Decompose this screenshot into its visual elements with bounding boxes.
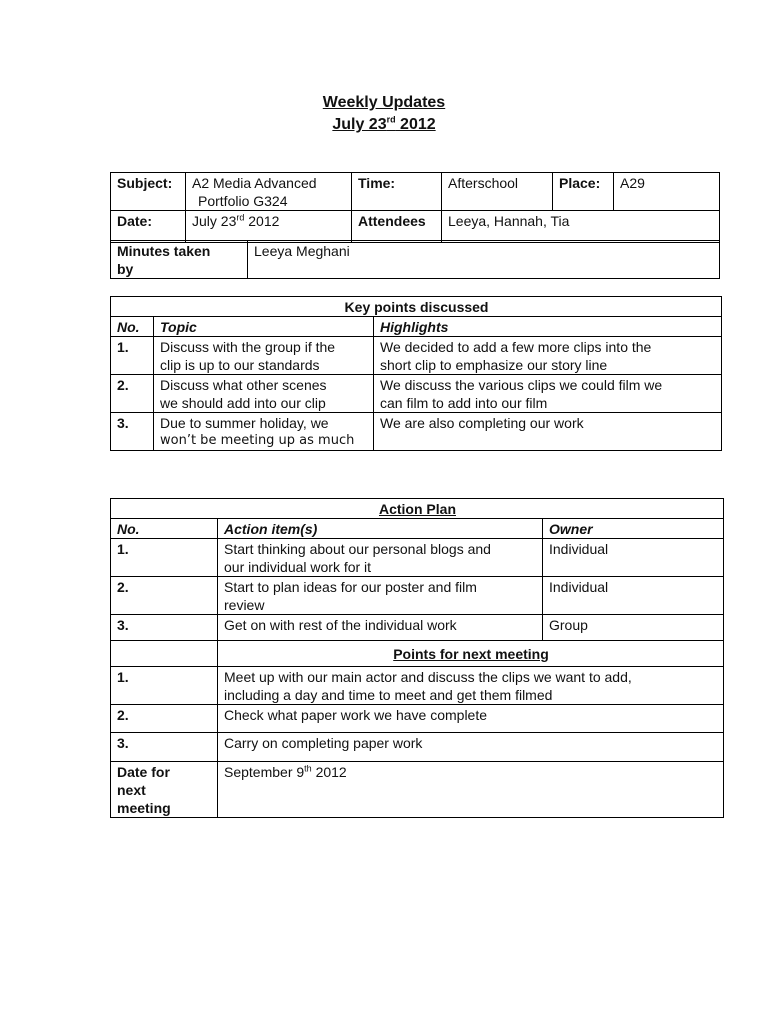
document-title: Weekly Updates <box>322 94 446 111</box>
date-prefix: July 23 <box>332 116 387 133</box>
row-number: 1. <box>111 337 154 375</box>
minutes-label-line: by <box>117 261 134 277</box>
topic-line: Discuss with the group if the <box>160 339 336 355</box>
empty-cell <box>111 641 218 667</box>
action-row <box>111 539 724 577</box>
owner-cell: Group <box>543 615 724 641</box>
owner-cell: Individual <box>543 539 724 577</box>
col-no-header: No. <box>111 519 218 539</box>
next-point-row <box>111 667 724 705</box>
date-ordinal: rd <box>386 114 396 125</box>
highlight-line: short clip to emphasize our story line <box>380 357 608 373</box>
minutes-value: Leeya Meghani <box>248 241 720 279</box>
subject-value <box>186 173 352 211</box>
key-point-row <box>111 337 722 375</box>
topic-line: we should add into our clip <box>160 395 326 411</box>
next-meeting-heading-row <box>111 641 724 667</box>
topic-cell <box>154 375 374 413</box>
row-number: 2. <box>111 705 218 733</box>
highlight-cell <box>374 375 722 413</box>
time-label: Time: <box>352 173 442 211</box>
action-cell <box>218 577 543 615</box>
minutes-label <box>111 241 248 279</box>
row-number: 3. <box>111 413 154 451</box>
next-date-ordinal: th <box>304 763 312 774</box>
next-point-cell <box>218 667 724 705</box>
next-date-year: 2012 <box>311 764 347 780</box>
next-point-line: including a day and time to meet and get them filmed <box>224 687 553 703</box>
date-label: Date: <box>111 211 186 243</box>
key-points-heading-row <box>111 297 722 317</box>
col-owner-header: Owner <box>543 519 724 539</box>
attendees-value: Leeya, Hannah, Tia <box>442 211 720 243</box>
topic-cell <box>154 413 374 451</box>
key-point-row <box>111 375 722 413</box>
highlight-cell <box>374 337 722 375</box>
minutes-taker-table <box>110 240 720 279</box>
action-line: our individual work for it <box>224 559 372 575</box>
topic-line: won’t be meeting up as much <box>160 433 355 448</box>
row-number: 2. <box>111 577 218 615</box>
col-highlights-header: Highlights <box>374 317 722 337</box>
action-plan-heading: Action Plan <box>111 499 724 519</box>
next-point-row <box>111 705 724 733</box>
highlight-cell <box>374 413 722 451</box>
subject-line: Portfolio G324 <box>198 193 288 209</box>
next-point-cell: Carry on completing paper work <box>218 733 724 762</box>
next-date-label <box>111 762 218 818</box>
action-line: Start to plan ideas for our poster and film <box>224 579 477 595</box>
action-plan-header-row <box>111 519 724 539</box>
key-points-header-row <box>111 317 722 337</box>
highlight-line: We discuss the various clips we could film we <box>380 377 663 393</box>
next-date-row <box>111 762 724 818</box>
row-number: 3. <box>111 733 218 762</box>
highlight-line: We are also completing our work <box>380 415 584 431</box>
date-year: 2012 <box>244 213 280 229</box>
date-ordinal: rd <box>236 212 245 223</box>
action-cell <box>218 539 543 577</box>
col-action-header: Action item(s) <box>218 519 543 539</box>
owner-cell: Individual <box>543 577 724 615</box>
document-date <box>0 115 768 135</box>
topic-line: clip is up to our standards <box>160 357 320 373</box>
action-row <box>111 577 724 615</box>
topic-line: Due to summer holiday, we <box>160 415 329 431</box>
highlight-line: We decided to add a few more clips into the <box>380 339 652 355</box>
next-point-cell: Check what paper work we have complete <box>218 705 724 733</box>
action-plan-table <box>110 498 724 818</box>
meeting-details-table <box>110 172 720 243</box>
date-year: 2012 <box>395 116 436 133</box>
attendees-label: Attendees <box>352 211 442 243</box>
action-line: review <box>224 597 265 613</box>
topic-cell <box>154 337 374 375</box>
row-number: 2. <box>111 375 154 413</box>
key-points-table <box>110 296 722 451</box>
place-label: Place: <box>553 173 614 211</box>
time-value: Afterschool <box>442 173 553 211</box>
date-prefix: July 23 <box>192 213 237 229</box>
next-date-label-line: next <box>117 782 146 798</box>
place-value: A29 <box>614 173 720 211</box>
col-topic-header: Topic <box>154 317 374 337</box>
next-date-label-line: Date for <box>117 764 170 780</box>
next-point-line: Meet up with our main actor and discuss the clips we want to add, <box>224 669 632 685</box>
minutes-label-line: Minutes taken <box>117 243 211 259</box>
row-number: 1. <box>111 667 218 705</box>
key-point-row <box>111 413 722 451</box>
row-number: 3. <box>111 615 218 641</box>
next-date-value <box>218 762 724 818</box>
action-cell: Get on with rest of the individual work <box>218 615 543 641</box>
row-number: 1. <box>111 539 218 577</box>
action-plan-heading-row <box>111 499 724 519</box>
action-row <box>111 615 724 641</box>
details-row-minutes <box>111 241 720 279</box>
key-points-heading: Key points discussed <box>111 297 722 317</box>
action-line: Start thinking about our personal blogs and <box>224 541 491 557</box>
next-point-row <box>111 733 724 762</box>
date-value <box>186 211 352 243</box>
subject-label: Subject: <box>111 173 186 211</box>
next-date-prefix: September 9 <box>224 764 305 780</box>
details-row-date <box>111 211 720 243</box>
subject-line: A2 Media Advanced <box>192 175 317 191</box>
col-no-header: No. <box>111 317 154 337</box>
topic-line: Discuss what other scenes <box>160 377 327 393</box>
highlight-line: can film to add into our film <box>380 395 548 411</box>
next-date-label-line: meeting <box>117 800 171 816</box>
details-row-subject <box>111 173 720 211</box>
next-meeting-heading: Points for next meeting <box>218 641 724 667</box>
